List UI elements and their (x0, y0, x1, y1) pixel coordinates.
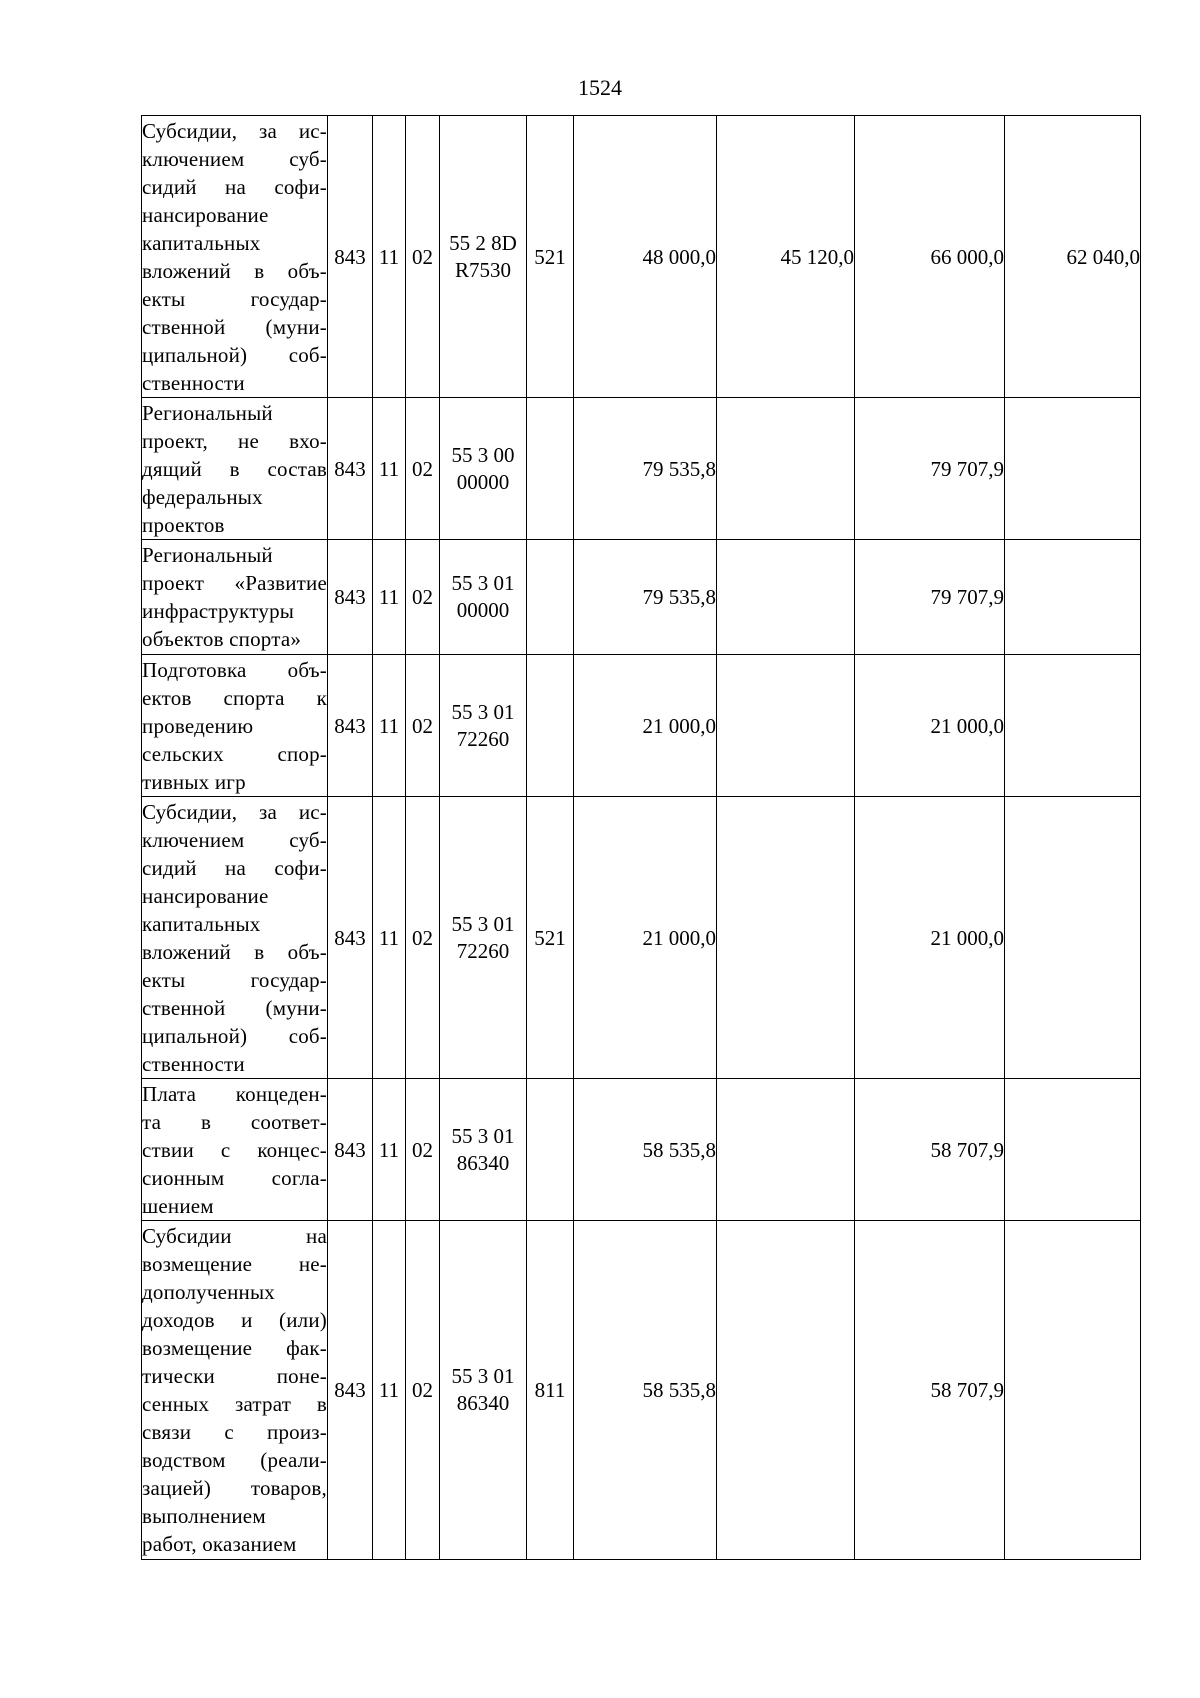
target-article-code (440, 540, 527, 655)
description-line: ключением суб- (142, 146, 327, 171)
description-line: ключением суб- (142, 827, 327, 852)
description-line: сидий на софи- (142, 855, 327, 880)
table-row (142, 398, 1141, 540)
expense-type-code: 521 (527, 797, 574, 1079)
description-line: проект «Развитие (142, 571, 327, 595)
target-article-part: 55 3 00 (451, 442, 515, 467)
table-row (142, 1221, 1141, 1560)
description-line: капитальных (142, 911, 261, 936)
target-article-part: 00000 (456, 469, 510, 494)
description-line: инфраструктуры (142, 599, 295, 623)
amount-col-1: 48 000,0 (574, 116, 717, 398)
subsection-code: 02 (406, 116, 440, 398)
description-line: Региональный (142, 400, 273, 425)
target-article-part: 55 2 8D (449, 230, 517, 255)
section-code: 11 (373, 398, 406, 540)
description-line: Субсидии на (142, 1224, 327, 1248)
section-code: 11 (373, 116, 406, 398)
section-code: 11 (373, 655, 406, 797)
table-body (142, 116, 1141, 1560)
amount-col-3: 66 000,0 (855, 116, 1005, 398)
ministry-code: 843 (328, 655, 373, 797)
amount-col-3: 79 707,9 (855, 540, 1005, 655)
subsection-code: 02 (406, 1221, 440, 1560)
amount-col-2 (717, 1079, 855, 1221)
target-article-code (440, 116, 527, 398)
ministry-code: 843 (328, 797, 373, 1079)
table-row (142, 116, 1141, 398)
expense-type-code (527, 655, 574, 797)
description-line: сенных затрат в (142, 1392, 327, 1416)
target-article-code (440, 398, 527, 540)
description-line: связи с произ- (142, 1420, 327, 1444)
amount-col-1: 21 000,0 (574, 797, 717, 1079)
page-number: 1524 (578, 75, 622, 100)
ministry-code: 843 (328, 398, 373, 540)
target-article-part: 55 3 01 (451, 1364, 515, 1388)
description-line: объектов спорта» (142, 627, 302, 651)
amount-col-1: 58 535,8 (574, 1079, 717, 1221)
row-description (142, 398, 328, 540)
expense-type-code: 811 (527, 1221, 574, 1560)
amount-col-2 (717, 398, 855, 540)
description-line: нансирование (142, 202, 269, 227)
description-line: Субсидии, за ис- (142, 118, 327, 143)
amount-col-3: 21 000,0 (855, 655, 1005, 797)
amount-col-3: 79 707,9 (855, 398, 1005, 540)
subsection-code: 02 (406, 655, 440, 797)
target-article-part: 72260 (456, 938, 510, 963)
section-code: 11 (373, 1079, 406, 1221)
target-article-part: 00000 (456, 598, 510, 622)
expense-type-code: 521 (527, 116, 574, 398)
description-line: водством (реали- (142, 1448, 327, 1472)
amount-col-2 (717, 655, 855, 797)
description-line: тически поне- (142, 1364, 327, 1388)
expense-type-code (527, 540, 574, 655)
ministry-code: 843 (328, 1221, 373, 1560)
amount-col-1: 79 535,8 (574, 540, 717, 655)
description-line: сидий на софи- (142, 174, 327, 199)
description-line: ципальной) соб- (142, 1023, 327, 1048)
amount-col-2: 45 120,0 (717, 116, 855, 398)
description-line: ственности (142, 1051, 245, 1076)
amount-col-1: 21 000,0 (574, 655, 717, 797)
description-line: проведению (142, 713, 254, 738)
target-article-part: 86340 (456, 1391, 510, 1415)
target-article-part: 55 3 01 (451, 699, 515, 724)
description-line: ственной (муни- (142, 314, 327, 339)
description-line: сельских спор- (142, 741, 327, 766)
description-line: Плата концеден- (142, 1081, 327, 1106)
description-line: возмещение не- (142, 1252, 327, 1276)
subsection-code: 02 (406, 398, 440, 540)
target-article-part: 72260 (456, 726, 510, 751)
budget-table (141, 115, 1141, 1560)
row-description (142, 116, 328, 398)
section-code: 11 (373, 1221, 406, 1560)
description-line: федеральных (142, 484, 263, 509)
description-line: вложений в объ- (142, 258, 327, 283)
description-line: нансирование (142, 883, 269, 908)
section-code: 11 (373, 540, 406, 655)
row-description (142, 1079, 328, 1221)
section-code: 11 (373, 797, 406, 1079)
target-article-part: 86340 (456, 1150, 510, 1175)
description-line: та в соответ- (142, 1109, 327, 1134)
row-description (142, 1221, 328, 1560)
amount-col-1: 58 535,8 (574, 1221, 717, 1560)
row-description (142, 655, 328, 797)
row-description (142, 540, 328, 655)
amount-col-2 (717, 540, 855, 655)
amount-col-4: 62 040,0 (1005, 116, 1141, 398)
amount-col-4 (1005, 540, 1141, 655)
description-line: сионным согла- (142, 1165, 327, 1190)
expense-type-code (527, 398, 574, 540)
description-line: ектов спорта к (142, 685, 327, 710)
description-line: доходов и (или) (142, 1308, 327, 1332)
description-line: возмещение фак- (142, 1336, 327, 1360)
description-line: ципальной) соб- (142, 342, 327, 367)
target-article-code (440, 655, 527, 797)
description-line: Подготовка объ- (142, 657, 327, 682)
description-line: зацией) товаров, (142, 1476, 327, 1500)
subsection-code: 02 (406, 1079, 440, 1221)
target-article-code (440, 797, 527, 1079)
target-article-part: R7530 (454, 257, 511, 282)
amount-col-3: 21 000,0 (855, 797, 1005, 1079)
amount-col-4 (1005, 655, 1141, 797)
target-article-code (440, 1221, 527, 1560)
description-line: ственности (142, 370, 245, 395)
expense-type-code (527, 1079, 574, 1221)
amount-col-4 (1005, 398, 1141, 540)
description-line: ствии с концес- (142, 1137, 327, 1162)
description-line: тивных игр (142, 769, 246, 794)
description-line: шением (142, 1193, 214, 1218)
amount-col-4 (1005, 1079, 1141, 1221)
description-line: проект, не вхо- (142, 428, 327, 453)
description-line: дополученных (142, 1280, 275, 1304)
subsection-code: 02 (406, 540, 440, 655)
description-line: ственной (муни- (142, 995, 327, 1020)
description-line: Субсидии, за ис- (142, 799, 327, 824)
target-article-part: 55 3 01 (451, 911, 515, 936)
amount-col-3: 58 707,9 (855, 1221, 1005, 1560)
ministry-code: 843 (328, 540, 373, 655)
description-line: екты государ- (142, 967, 327, 992)
ministry-code: 843 (328, 116, 373, 398)
amount-col-2 (717, 797, 855, 1079)
amount-col-4 (1005, 1221, 1141, 1560)
table-row (142, 797, 1141, 1079)
description-line: капитальных (142, 230, 261, 255)
amount-col-4 (1005, 797, 1141, 1079)
target-article-part: 55 3 01 (451, 571, 515, 595)
amount-col-2 (717, 1221, 855, 1560)
table-row (142, 540, 1141, 655)
target-article-code (440, 1079, 527, 1221)
description-line: вложений в объ- (142, 939, 327, 964)
amount-col-1: 79 535,8 (574, 398, 717, 540)
amount-col-3: 58 707,9 (855, 1079, 1005, 1221)
target-article-part: 55 3 01 (451, 1123, 515, 1148)
description-line: Региональный (142, 543, 273, 567)
description-line: дящий в состав (142, 456, 327, 481)
ministry-code: 843 (328, 1079, 373, 1221)
description-line: работ, оказанием (142, 1532, 297, 1556)
description-line: проектов (142, 512, 225, 537)
table-row (142, 1079, 1141, 1221)
subsection-code: 02 (406, 797, 440, 1079)
row-description (142, 797, 328, 1079)
description-line: екты государ- (142, 286, 327, 311)
description-line: выполнением (142, 1504, 266, 1528)
table-row (142, 655, 1141, 797)
